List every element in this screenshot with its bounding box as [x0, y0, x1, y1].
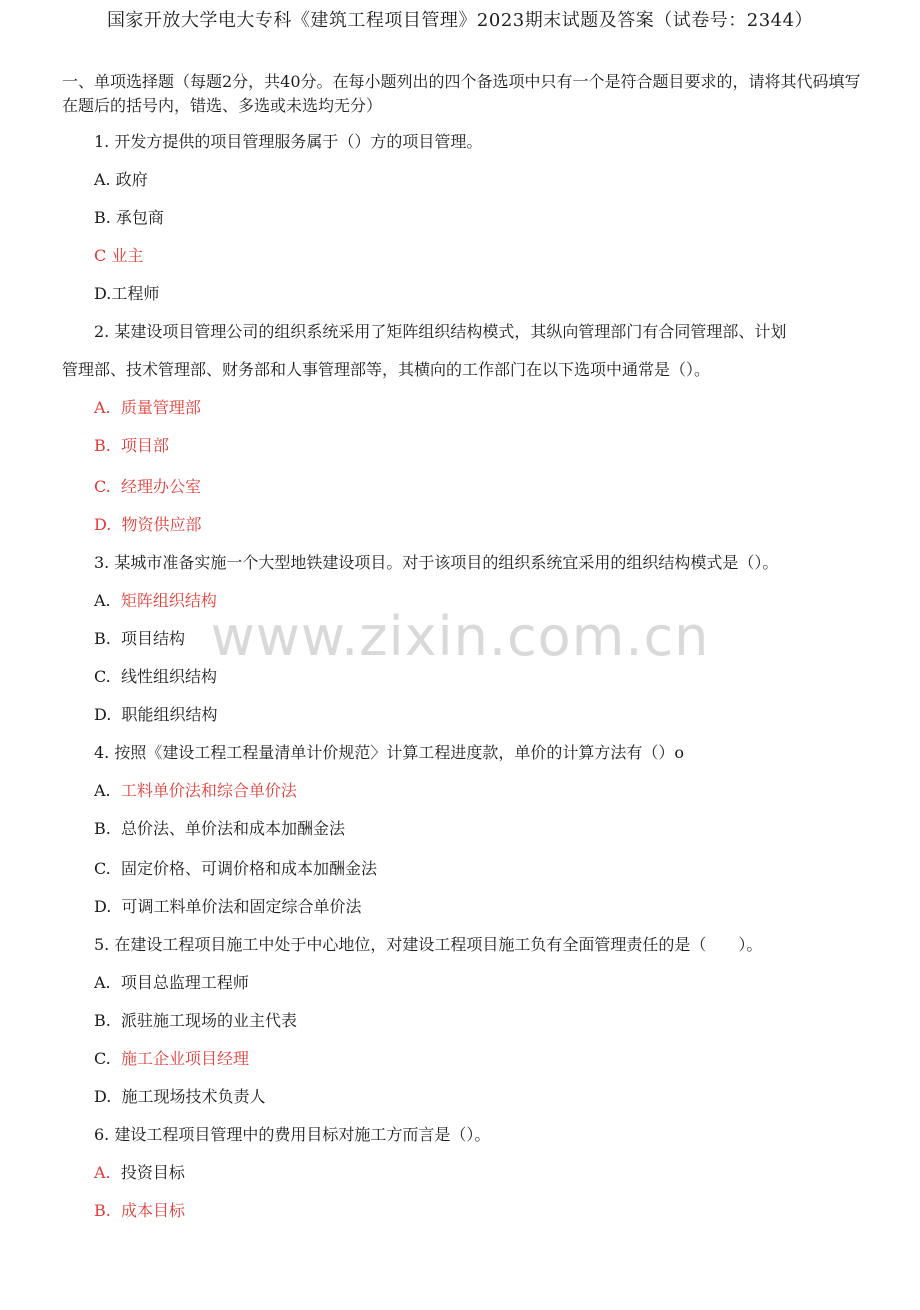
- question-2-stem-line-1: 2. 某建设项目管理公司的组织系统采用了矩阵组织结构模式，其纵向管理部门有合同管理部、计划: [94, 322, 787, 341]
- question-2-option-b: [94, 433, 169, 456]
- option-letter: B.: [94, 819, 111, 838]
- option-text: 施工现场技术负责人: [121, 1087, 266, 1106]
- section-heading: 一、单项选择题（每题2分，共40分。在每小题列出的四个备选项中只有一个是符合题目要求的，请将其代码填写在题后的括号内，错选、多选或未选均无分）: [62, 72, 861, 115]
- question-5-option-d: [94, 1084, 266, 1107]
- option-letter: D.: [94, 705, 112, 724]
- question-6-option-b: [94, 1198, 185, 1221]
- option-text: 经理办公室: [120, 477, 201, 496]
- option-text: 矩阵组织结构: [120, 591, 217, 610]
- question-2-option-d: [94, 512, 202, 535]
- question-5-option-a: [94, 970, 249, 993]
- question-6-stem: 6. 建设工程项目管理中的费用目标对施工方而言是（）。: [94, 1125, 491, 1144]
- question-2-stem-line-2: 管理部、技术管理部、财务部和人事管理部等，其横向的工作部门在以下选项中通常是（）。: [62, 360, 711, 379]
- option-text: 线性组织结构: [120, 667, 217, 686]
- option-text: 物资供应部: [121, 515, 202, 534]
- option-text: 工料单价法和综合单价法: [120, 781, 297, 800]
- question-1-option-c: C 业主: [94, 246, 144, 265]
- option-letter: B.: [94, 1011, 111, 1030]
- option-letter: D.: [94, 515, 112, 534]
- option-letter: C.: [94, 1049, 111, 1068]
- question-5-stem: 5. 在建设工程项目施工中处于中心地位，对建设工程项目施工负有全面管理责任的是（ ）。: [94, 935, 763, 954]
- option-text: 项目部: [121, 436, 170, 455]
- option-letter: A.: [94, 398, 111, 417]
- question-1-option-d: D.工程师: [94, 284, 160, 303]
- option-text: 派驻施工现场的业主代表: [121, 1011, 298, 1030]
- question-3-option-d: [94, 702, 218, 725]
- option-text: 投资目标: [120, 1163, 185, 1182]
- question-5-option-b: [94, 1008, 297, 1031]
- question-5-option-c: [94, 1046, 249, 1069]
- question-2-option-c: [94, 474, 201, 497]
- option-letter: B.: [94, 436, 111, 455]
- option-letter: A.: [94, 1163, 111, 1182]
- question-4-option-d: [94, 894, 362, 917]
- question-3-stem: 3. 某城市准备实施一个大型地铁建设项目。对于该项目的组织系统宜采用的组织结构模式是（）。: [94, 553, 779, 572]
- option-letter: C.: [94, 667, 111, 686]
- question-6-option-a: [94, 1160, 185, 1183]
- question-4-option-b: [94, 816, 345, 839]
- question-1-option-b: B. 承包商: [94, 208, 164, 227]
- option-letter: A.: [94, 973, 111, 992]
- option-letter: B.: [94, 629, 111, 648]
- question-2-option-a: [94, 395, 201, 418]
- option-text: 总价法、单价法和成本加酬金法: [121, 819, 346, 838]
- option-text: 可调工料单价法和固定综合单价法: [121, 897, 362, 916]
- watermark: www.zixin.com.cn: [210, 605, 710, 668]
- option-text: 项目结构: [121, 629, 186, 648]
- option-letter: C.: [94, 859, 111, 878]
- option-text: 施工企业项目经理: [120, 1049, 249, 1068]
- option-text: 成本目标: [121, 1201, 186, 1220]
- document-title: 国家开放大学电大专科《建筑工程项目管理》2023期末试题及答案（试卷号：2344）: [106, 10, 814, 31]
- option-letter: B.: [94, 1201, 111, 1220]
- option-letter: D.: [94, 897, 112, 916]
- option-text: 固定价格、可调价格和成本加酬金法: [120, 859, 377, 878]
- option-text: 职能组织结构: [121, 705, 218, 724]
- option-text: 质量管理部: [120, 398, 201, 417]
- question-1-option-a: A. 政府: [94, 170, 148, 189]
- question-4-option-a: [94, 778, 297, 801]
- question-1-stem: 1. 开发方提供的项目管理服务属于（）方的项目管理。: [94, 132, 483, 151]
- option-letter: D.: [94, 1087, 112, 1106]
- question-4-option-c: [94, 856, 377, 879]
- option-text: 项目总监理工程师: [120, 973, 249, 992]
- option-letter: C.: [94, 477, 111, 496]
- option-letter: A.: [94, 781, 111, 800]
- option-letter: A.: [94, 591, 111, 610]
- question-4-stem: 4. 按照《建设工程工程量清单计价规范〉计算工程进度款，单价的计算方法有（）o: [94, 743, 684, 762]
